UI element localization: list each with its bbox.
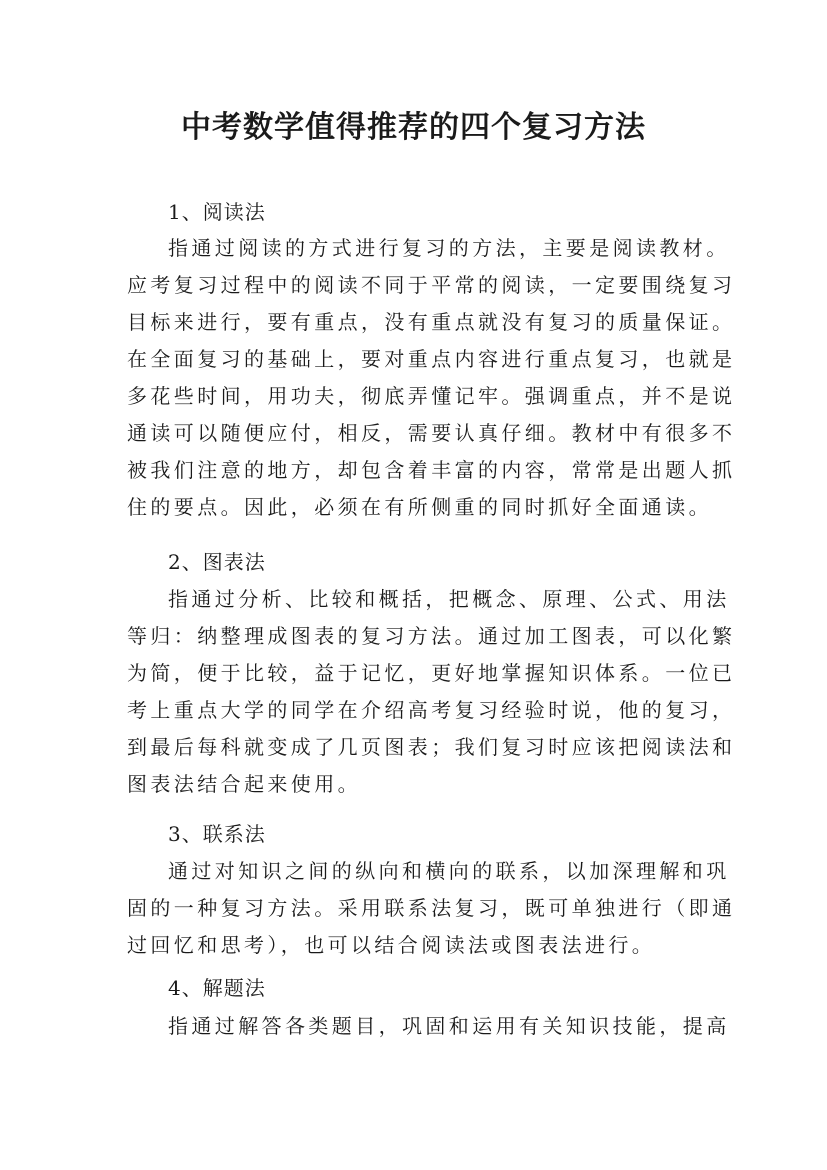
paragraph-line: 等归：纳整理成图表的复习方法。通过加工图表，可以化繁 [127,624,736,648]
section-heading: 4、解题法 [168,976,266,1000]
paragraph-line: 指通过分析、比较和概括，把概念、原理、公式、用法 [168,587,730,611]
paragraph-line: 多花些时间，用功夫，彻底弄懂记牢。强调重点，并不是说 [127,384,736,408]
document-title: 中考数学值得推荐的四个复习方法 [181,110,646,145]
paragraph-line: 通过对知识之间的纵向和横向的联系，以加深理解和巩 [168,859,730,883]
paragraph-line: 应考复习过程中的阅读不同于平常的阅读，一定要围绕复习 [127,273,736,297]
paragraph-line: 图表法结合起来使用。 [127,772,361,796]
paragraph-line: 固的一种复习方法。采用联系法复习，既可单独进行（即通 [127,896,736,920]
paragraph-line: 到最后每科就变成了几页图表；我们复习时应该把阅读法和 [127,735,736,759]
section-heading: 1、阅读法 [168,200,266,224]
paragraph-line: 目标来进行，要有重点，没有重点就没有复习的质量保证。 [127,310,736,334]
section-heading: 2、图表法 [168,550,266,574]
section-heading: 3、联系法 [168,822,266,846]
paragraph-line: 考上重点大学的同学在介绍高考复习经验时说，他的复习， [127,698,736,722]
paragraph-line: 过回忆和思考），也可以结合阅读法或图表法进行。 [127,933,656,957]
paragraph-line: 指通过阅读的方式进行复习的方法，主要是阅读教材。 [168,236,730,260]
paragraph-line: 指通过解答各类题目，巩固和运用有关知识技能，提高 [168,1014,730,1038]
paragraph-line: 通读可以随便应付，相反，需要认真仔细。教材中有很多不 [127,421,736,445]
paragraph-line: 为简，便于比较，益于记忆，更好地掌握知识体系。一位已 [127,661,736,685]
paragraph-line: 被我们注意的地方，却包含着丰富的内容，常常是出题人抓 [127,458,736,482]
paragraph-line: 住的要点。因此，必须在有所侧重的同时抓好全面通读。 [127,495,712,519]
paragraph-line: 在全面复习的基础上，要对重点内容进行重点复习，也就是 [127,347,736,371]
